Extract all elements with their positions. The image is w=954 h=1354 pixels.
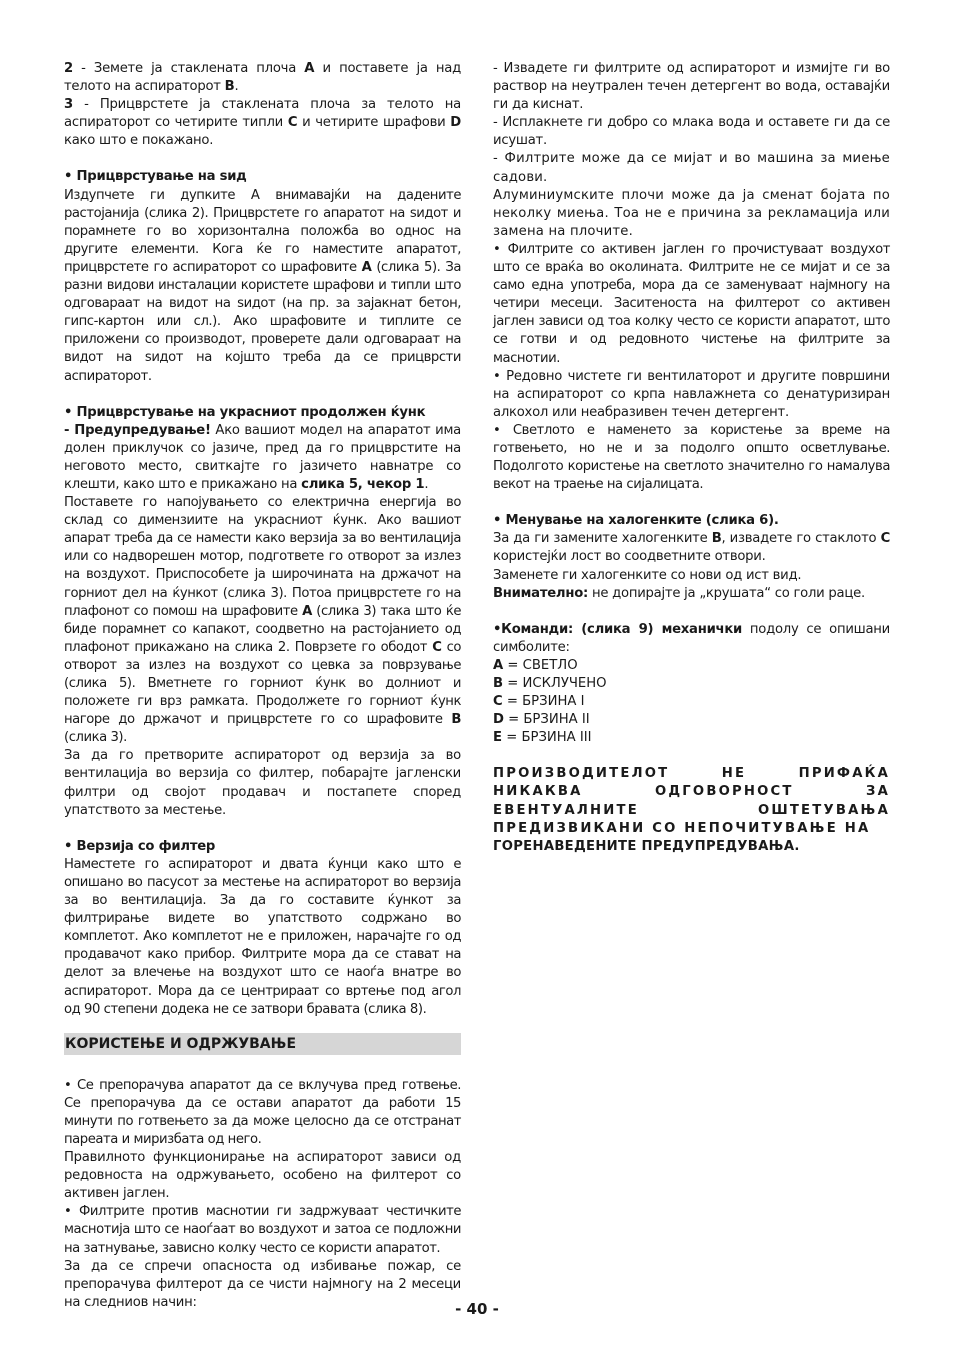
use-paragraph-3: • Филтрите против маснотии ги задржуваат честичките маснотија што се наоѓаат во воздухот и затоа се подложни на затнување, зависно колку често се користи апаратот. xyxy=(64,1204,461,1256)
step-3-paragraph: 3 - Прицврстете ја стаклената плоча за телото на аспираторот со четирите типли C и четирите шрафови D како што е покажано. xyxy=(64,97,461,149)
cleaning-paragraph: • Редовно чистете ги вентилаторот и другите површини на аспираторот со крпа навлажнета со денатуризиран алкохол или неабразивен течен детергент. xyxy=(493,368,890,420)
carbon-filter-paragraph: • Филтрите со активен јаглен го прочистуваат воздухот што се враќа во околината. Филтрите не се мијат и се за само една употреба, мора да се заменуваат најмногу на четири месеци. Заситеноста на филтерот со активен јаглен зависи од тоа колку често се користи апаратот, што се готви и од редовното чистење на филтрите за маснотии. xyxy=(493,241,890,366)
chimney-install-paragraph: Поставете го напојувањето со електрична енергија во склад со димензиите на украсниот ќунк. Ако вашиот апарат треба да се намести како верзија за во вентилација или со надворешен мотор, подгответе го отворот за излез на воздухот. Приспособете ја широчината на држачот на горниот дел на ќункот (слика 3). Потоа прицврстете го на плафонот со помош на шрафовите A (слика 3) така што ќе биде порамнет со капакот, соодветно на растојанието од плафонот прикажано на слика 2. Поврзете го ободот C со отворот за излез на воздухот со цевка за поврзување (слика 5). Вметнете го горниот ќунк во долниот и положете ги врз рамката. Продолжете го горниот ќунк нагоре до држачот и прицврстете го со шрафовите B (слика 3). xyxy=(64,495,462,746)
use-paragraph-4: За да се спречи опасноста од избивање пожар, се препорачува филтерот да се чисти најмногу на 2 месеци на следниов начин: xyxy=(64,1258,461,1310)
filter-wash-step-3: - Филтрите може да се мијат и во машина за миење садови. xyxy=(493,151,890,185)
use-paragraph-2: Правилното функционирање на аспираторот зависи од редовноста на одржувањето, особено на филтерот со активен јаглен. xyxy=(64,1150,461,1202)
halogen-attention-paragraph: Внимателно: не допирајте ја „крушата“ со голи раце. xyxy=(493,585,865,601)
filter-wash-step-1: - Извадете ги филтрите од аспираторот и измијте ги во раствор на неутрален течен детергент во вода, оставајќи ги да киснат. xyxy=(493,61,890,113)
controls-item-off: B = ИСКЛУЧЕНО xyxy=(493,676,607,691)
halogen-replace-paragraph: Заменете ги халогенките со нови од ист вид. xyxy=(493,567,802,583)
wall-mount-heading: • Прицврстување на ѕид xyxy=(64,169,247,185)
chimney-warning-paragraph: - Предупредување! Ако вашиот модел на апаратот има долен приклучок со јазиче, пред да го прицврстите на неговото место, свиткајте го јазичето навнатре со клешти, како што е прикажано на слика 5, чекор 1. xyxy=(64,422,461,492)
manufacturer-disclaimer: ПРОИЗВОДИТЕЛОТ НЕ ПРИФАЌА НИКАКВА ОДГОВОРНОСТ ЗА ЕВЕНТУАЛНИТЕ ОШТЕТУВАЊА ПРЕДИЗВИКАНИ СО НЕПОЧИТУВАЊЕ НА ГОРЕНАВЕДЕНИТЕ ПРЕДУПРЕДУВАЊА. xyxy=(493,766,890,854)
filter-wash-step-2: - Исплакнете ги добро со млака вода и оставете ги да се исушат. xyxy=(493,115,890,149)
filter-version-heading: • Верзија со филтер xyxy=(64,838,216,854)
filter-version-paragraph: Наместете го аспираторот и двата ќунци како што е опишано во пасусот за местење на аспираторот во верзија за во вентилација. За да го составите ќункот за филтрирање видете во упатството содржано во комплетот. Ако комплетот не е приложен, нарачајте го од продавачот како прибор. Филтрите мора да се стават на делот за влечење на воздухот што се наоѓа внатре во аспираторот. Мора да се центрираат со вртење под агол од 90 степени додека не се затвори бравата (слика 8). xyxy=(64,856,461,1017)
aluminium-note: Алуминиумските плочи може да ја сменат бојата по неколку миења. Тоа не е причина за рекламација или замена на плочите. xyxy=(493,187,890,239)
section-title-use-maintenance: КОРИСТЕЊЕ И ОДРЖУВАЊЕ xyxy=(64,1033,461,1055)
page-number: - 40 - xyxy=(455,1300,499,1318)
chimney-conversion-paragraph: За да го претворите аспираторот од верзија за во вентилација во верзија со филтер, побарајте јагленски филтри од својот продавач и постапете според упатството за местење. xyxy=(64,748,461,818)
right-column xyxy=(493,60,890,856)
controls-item-speed-2: D = БРЗИНА II xyxy=(493,712,590,728)
light-paragraph: • Светлото е наменето за користење за време на готвењето, но не и за подолго општо осветлување. Подолгото користење на светлото значително го намалува векот на траење на сијалицата. xyxy=(493,422,890,493)
controls-item-speed-1: C = БРЗИНА I xyxy=(493,694,585,710)
use-paragraph-1: • Се препорачува апаратот да се вклучува пред готвење. Се препорачува да се остави апаратот да работи 15 минути по готвењето за да може целосно да се отстранат пареата и миризбата од него. xyxy=(64,1077,461,1147)
halogen-heading: • Менување на халогенките (слика 6). xyxy=(493,513,779,529)
left-column xyxy=(64,60,461,1312)
controls-paragraph: •Команди: (слика 9) механички подолу се опишани симболите: xyxy=(493,621,890,655)
controls-item-light: A = СВЕТЛО xyxy=(493,657,578,673)
controls-item-speed-3: E = БРЗИНА III xyxy=(493,730,592,746)
chimney-heading: • Прицврстување на украсниот продолжен ќунк xyxy=(64,404,426,420)
wall-mount-paragraph: Издупчете ги дупките A внимавајќи на дадените растојанија (слика 2). Прицврстете го апаратот на ѕидот и порамнете го во хоризонтална положба во однос на другите елементи. Кога ќе го наместите апаратот, прицврстете го аспираторот со шрафовите A (слика 5). За разни видови инсталации користете шрафови и типли што одговараат на видот на ѕидот (на пр. за зајакнат бетон, гипс-картон или сл.). Ако шрафовите и типлите се приложени со производот, проверете дали одговараат на видот на ѕидот на којшто треба да се прицврсти аспираторот. xyxy=(64,187,461,384)
controls-list xyxy=(493,657,890,747)
halogen-paragraph: За да ги замените халогенките B, извадете го стаклото C користејќи лост во соодветните отвори. xyxy=(493,531,891,565)
step-2-paragraph: 2 - Земете ја стаклената плоча A и поставете ја над телото на аспираторот B. xyxy=(64,61,461,95)
